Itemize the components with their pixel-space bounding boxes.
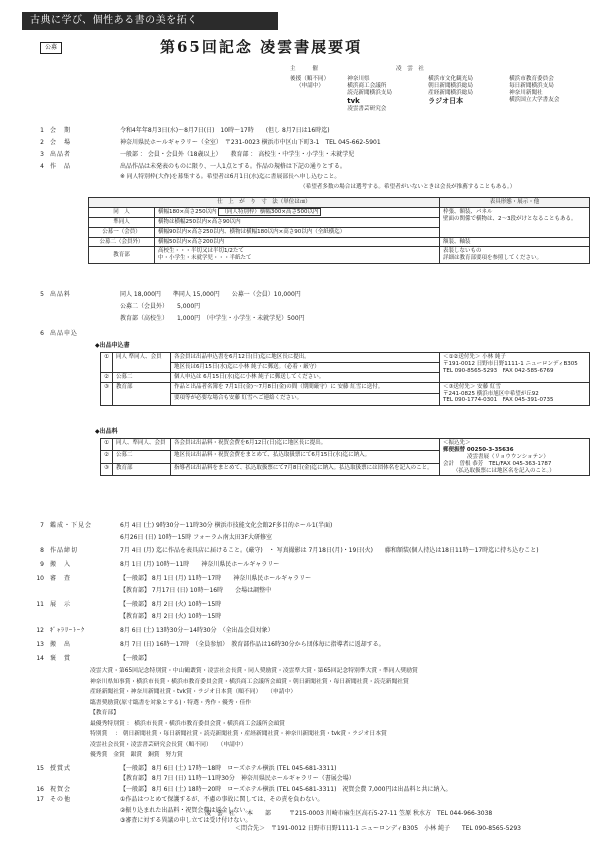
category-cell: 準同人 [89,217,155,227]
sponsor-item: 横浜市文化観光局 [428,75,473,82]
section-key: 審 査 [50,575,72,582]
section-value: 令和4年年8月3日(水)～8月7日(日) 10時～17時 (但し 8月7日は16時迄) [120,127,330,134]
section-key: 展 示 [50,601,72,608]
section-value: 7月 4日 (月) 迄に作品を表具店に届けること。(厳守) ・ 写真撮影は 7月18日(月)・19日(火) 藤和額装(個人持込は18日11時～17時迄に持ち込むこと) [120,547,539,554]
award-line: 臨書奨励賞(原寸臨書を対象とする)・特選・秀作・優秀・佳作 [90,699,252,706]
slogan-banner: 古典に学び、個性ある書の美を拓く [22,12,278,30]
section-key: 会 期 [50,127,72,134]
row-num: ① [101,353,113,373]
public-badge: 公募 [40,42,62,54]
fee-line: 教育部（高校生） 1,000円 （中学生・小学生・未就学児）500円 [120,315,305,322]
section-key: 出品料 [50,291,72,298]
special-slot-note: ※ 同人特別枠(大作)を募集する。希望者は6月1日(水)迄に書展部長へ申し込むこと。 [120,174,341,180]
fee-line: 公募二（会員外） 5,000円 [120,303,201,310]
award-line: 産経新聞社賞・神奈川新聞社賞・tvk賞・ラジオ日本賞（順不同） （申請中） [90,689,297,695]
section-number: 1 [40,127,44,134]
row-detail: 作品と出品者名簿を 7月1日(金)～7月8日(金)の間（期間厳守）に 安藤 紅雪に送付。 [170,382,439,394]
section-number: 12 [36,627,44,634]
section-value: 【一般部】 8月 1日 (月) 11時～17時 神奈川県民ホールギャラリー [120,575,312,582]
row-category: 同人、準同人、会員 [112,439,170,451]
section-value: 8月 7日 (日) 16時～17時 （全員参加） 教育部作品は16時30分から団体毎に指導者に返却する。 [120,641,385,648]
section-key: 出品者 [50,151,72,158]
sponsor-item: 神奈川県 [347,75,370,82]
section-key: ｷﾞｬﾗﾘｰﾄｰｸ [50,627,86,634]
section-number: 13 [36,641,44,648]
row-category: 公募二 [112,451,170,463]
row-num: ③ [101,463,113,475]
sponsor-item: 読売新聞横浜支局 [347,89,392,96]
section-value: ①作品はつとめて保護するが、不慮の事故に関しては、その責を負わない。 [120,796,324,803]
section-value: 出品作品は未発表のものに限り、一人1点とする。作品の規格は下記の通りとする。 [120,163,346,170]
section-key: 作品締切 [50,547,79,554]
section-number: 15 [36,764,44,772]
row-category: 教育部 [112,463,170,475]
payment-cell: ＜振込先＞ 郵便振替 00250-3-35636 凌雲書展（リョウウンショテン） 会計 曽根 恭芳 TEL/FAX 045-363-1787 （払込取扱票には地区名を記入のこと。） [440,439,590,476]
section-value: 【教育部】 8月 2日 (火) 10時～15時 [120,613,222,620]
sponsor-item: 毎日新聞横浜支局 [509,82,554,89]
size-cell: 横幅90以内×高さ250以内、横物は横幅180以内×高さ90以内（全紙横迄） [155,227,440,237]
application-subhead: ◆出品申込書 [95,342,130,349]
section-number: 16 [36,785,44,793]
section-key: 作 品 [50,163,72,170]
section-key: 祝賀会 [50,785,72,793]
row-detail: 指導者は出品料をまとめて、払込取扱票にて7月8日(金)迄に納入。払込取扱票には団体名を記入のこと。 [170,463,439,475]
category-cell: 公募二（会員外） [89,237,155,247]
sponsor-label: 後援（順不同） [290,75,330,82]
size-cell: 横幅50以内×高さ200以内 [155,237,440,247]
section-value: 神奈川県民ホールギャラリー（全室） 〒231-0023 横浜市中区山下町3-1 TEL 045-662-5901 [120,139,381,146]
row-num: ② [101,372,113,382]
section-key: その他 [50,796,72,803]
mount-cell: 枠張、額装、パネル 壁面の関係で横物は、2～3段がけとなることもある。 [440,207,590,237]
sponsor-item: 産経新聞横浜総局 [428,89,473,96]
award-line: 凌雲社会長賞・凌雲書芸研究会長賞（順不同） （申請中） [90,741,247,748]
category-cell: 教育部 [89,247,155,264]
section-value: 【教育部】 7月17日 (日) 10時～16時 会場は調整中 [120,587,272,594]
section-number: 8 [40,547,44,554]
row-num: ② [101,451,113,463]
section-value: 【一般部】 8月 6日 (土) 17時～18時 ローズホテル横浜 (TEL 045-681-3311) [120,764,337,772]
section-number: 5 [40,291,44,298]
section-key: 出品申込 [50,330,79,337]
award-line: 最優秀特別賞 ： 横浜市長賞・横浜市教育委員会賞・横浜商工会議所会頭賞 [90,720,285,727]
section-key: 授賞式 [50,764,72,772]
sponsor-item: 朝日新聞横浜総局 [428,82,473,89]
row-detail: 地区長は6月15日(水)迄に小林 純子に郵送。（必着・厳守） [170,362,439,372]
section-value: 【一般部】 [120,655,151,662]
award-line: 凌雲大賞・第65回記念特別賞・中山鶴叢賞・凌雲社会長賞・同人奨励賞・凌雲準大賞・第65回記念特別準大賞・準同人奨励賞 [90,668,418,674]
organizer-label: 主 催 [290,66,318,72]
fee-table [100,438,590,476]
section-value: 【一般部】 8月 2日 (火) 10時～15時 [120,601,222,608]
section-key: 会 場 [50,139,72,146]
section-number: 2 [40,139,44,146]
size-table [88,197,590,264]
section-value: 8月 1日 (月) 10時～11時 神奈川県民ホールギャラリー [120,561,280,568]
section-key: 鑑成・下見会 [50,522,93,529]
row-category: 教育部 [112,382,170,406]
sponsor-item: 凌雲書芸研究会 [347,105,387,112]
size-cell: 横物は横幅250以内×高さ90以内 [155,217,440,227]
radio-nippon-logo: ラジオ日本 [428,96,464,105]
category-cell: 公募一（会員） [89,227,155,237]
section-key: 搬 入 [50,561,72,568]
award-line: 優秀賞 金賞 銀賞 銅賞 努力賞 [90,752,183,758]
section-number: 17 [36,796,44,803]
footer-contact: ＜問合先＞ 〒191-0012 日野市日野1111-1 ニューロンディB305 小林 純子 TEL 090-8565-5293 [235,825,521,832]
row-category: 公募二 [112,372,170,382]
tvk-logo: tvk [347,96,360,105]
organizers-block [290,66,590,113]
row-detail: 地区長は出品料・祝賀会費をまとめて、払込取扱票にて6月15日(水)迄に納入。 [170,451,439,463]
row-detail: 各会員は出品申込書を6月12日(日)迄に地区長に提出。 [170,353,439,363]
organizer-name: 凌 雲 社 [396,66,424,72]
section-value: 一般部 ： 会員・会員外（18歳以上） 教育部 ： 高校生・中学生・小学生・未就学児 [120,151,355,158]
mount-cell: 額装、軸装 [440,237,590,247]
application-table [100,352,590,406]
row-detail: 個人申込は 6月15日(水)迄に小林 純子に郵送してください。 [170,372,439,382]
size-cell: 横幅180×高さ250以内 （同人特別枠）横幅300×高さ500以内 [155,207,440,217]
section-key: 褒 賞 [50,655,72,662]
mount-header: 表具形態・展示・他 [440,198,590,208]
section-value: 【教育部】 8月 7日 (日) 11時～11時30分 神奈川県民ホールギャラリー（書展会場） [120,775,355,782]
section-number: 9 [40,561,44,568]
sponsor-item: 神奈川新聞社 [509,89,543,96]
footer-hq: 凌 雲 社 本 部 〒215-0003 川崎市麻生区高石5-27-11 笠原 秋水方 TEL 044-966-3038 [205,810,493,817]
size-header: 仕 上 が り 寸 法（単位は㎝） [89,198,440,208]
award-line: 特別賞 ： 朝日新聞社賞・毎日新聞社賞・読売新聞社賞・産経新聞社賞・神奈川新聞社賞・tvk賞・ラジオ日本賞 [90,731,387,737]
section-key: 搬 出 [50,641,72,648]
section-number: 11 [36,601,44,608]
award-line: 神奈川県知事賞・横浜市長賞・横浜市教育委員会賞・横浜商工会議所会頭賞・朝日新聞社賞・毎日新聞社賞・読売新聞社賞 [90,678,409,685]
award-line: 【教育部】 [90,710,119,716]
size-cell: 高校生・・・半切又は半切1/2たて 中・小学生・未就学児・・・半紙たて [155,247,440,264]
page-title: 第65回記念 凌雲書展要項 [160,38,363,56]
section-value: 8月 6日 (土) 13時30分～14時30分 （全出品会員対象） [120,627,274,634]
sponsor-item: 横浜市教育委員会 [509,75,554,82]
section-number: 7 [40,522,44,529]
fee-subhead: ◆出品料 [95,428,118,435]
row-detail: 各会員は出品料・祝賀会費を6月12日(日)迄に地区長に提出。 [170,439,439,451]
section-value: 【一般部】 8月 6日 (土) 18時～20時 ローズホテル横浜 (TEL 045-681-3311) 祝賀会費 7,000円は出品料と共に納入。 [120,785,452,793]
row-detail: 要項等が必要な場合も安藤 紅雪へご連絡ください。 [170,394,439,406]
row-category: 同人 準同人、会員 [112,353,170,373]
section-number: 3 [40,151,44,158]
special-slot-note-2: （希望者多数の場合は選考する。希望者がいないときは会長が推薦することもある。） [300,184,516,190]
sponsor-item: 横浜国立大学書友会 [509,96,560,103]
section-value: ②振り込まれた出品料・祝賀会費は返金しない。 [120,806,252,814]
send-to-cell: ＜③送付先＞ 安藤 紅雪 〒241-0825 横浜市旭区中希望が丘92 TEL 090-1774-0301 FAX 045-391-0735 [440,382,590,406]
section-number: 14 [36,655,44,662]
mount-cell: 表装しないもの 詳細は教育部要項を参照してください。 [440,247,590,264]
section-value: 6月26日 (日) 10時～15時 フォーラム南太田3F大研修室 [120,534,273,541]
sponsor-item: 横浜商工会議所 [347,82,387,89]
section-number: 10 [36,575,44,582]
category-cell: 同 人 [89,207,155,217]
pending-label: （申請中） [296,82,324,89]
send-to-cell: ＜①②送付先＞ 小林 純子 〒191-0012 日野市日野1111-1 ニューロンディB305 TEL 090-8565-5293 FAX 042-585-6769 [440,353,590,383]
section-number: 6 [40,330,44,337]
row-num: ① [101,439,113,451]
section-number: 4 [40,163,44,170]
section-value: 同人 18,000円 準同人 15,000円 公募一（会員）10,000円 [120,291,301,298]
row-num: ③ [101,382,113,406]
section-value: 6月 4日 (土) 9時30分～11時30分 横浜市技能文化会館2F多目的ホール1(半面) [120,522,333,529]
section-value: ③審査に対する異議の申し立ては受け付けない。 [120,817,252,824]
